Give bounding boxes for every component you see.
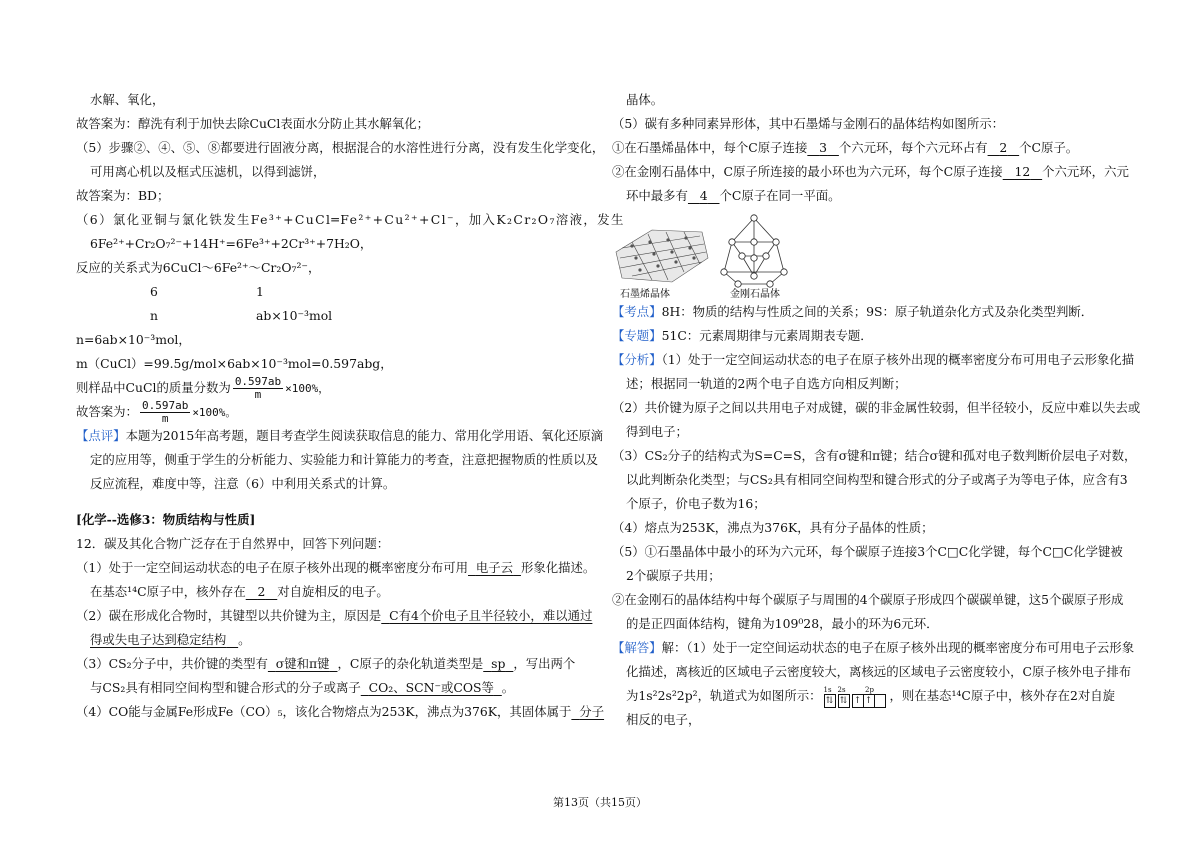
answer-line: 相反的电子， — [626, 712, 701, 727]
answer-blank — [361, 680, 502, 695]
analysis-line: （5）①石墨晶体中最小的环为六元环，每个碳原子连接3个C□C化学键，每个C□C化学键被 — [612, 544, 1123, 559]
analysis-line: （2）共价键为原子之间以共用电子对成键，碳的非金属性较弱，但半径较小，反应中难以失去或 — [612, 400, 1141, 415]
answer-line — [612, 636, 1135, 660]
text-line: 反应的关系式为6CuCl～6Fe²⁺～Cr₂O₇²⁻， — [76, 260, 321, 275]
relation-value: 6 — [150, 284, 158, 299]
answer-blank — [90, 632, 238, 647]
text-span: （4）CO能与金属Fe形成Fe（CO）₅，该化合物熔点为253K，沸点为376K，其固体属于 — [76, 704, 572, 719]
text-span: （1）处于一定空间运动状态的电子在原子核外出现的概率密度分布可用 — [76, 560, 468, 575]
text-span: 51C：元素周期律与元素周期表专题． — [661, 328, 873, 343]
text-span: ，则在基态¹⁴C原子中，核外存在2对自旋 — [889, 688, 1116, 703]
answer-text: 3 — [819, 140, 828, 155]
answer-blank — [381, 608, 592, 623]
answer-blank — [483, 656, 513, 671]
analysis-line — [612, 300, 1124, 324]
text-line: n=6ab×10⁻³mol， — [76, 332, 191, 347]
text-span: 个六元环，每个六元环占有 — [838, 140, 988, 155]
analysis-line: 个原子，价电子数为16； — [626, 496, 766, 511]
analysis-line: ②在金刚石的晶体结构中每个碳原子与周围的4个碳原子形成四个碳碳单键，这5个碳原子形成 — [612, 592, 1124, 607]
text-span: ×100%， — [285, 382, 330, 395]
question-line — [612, 184, 1124, 208]
text-line: m（CuCl）=99.5g/mol×6ab×10⁻³mol=0.597abg， — [76, 356, 393, 371]
answer-blank — [807, 140, 839, 155]
question-line — [76, 604, 593, 628]
text-span: ×100%。 — [192, 406, 237, 419]
answer-line — [612, 684, 1124, 708]
answer-text: C有4个价电子且半径较小，难以通过 — [389, 608, 593, 623]
text-span: 对自旋相反的电子。 — [277, 584, 389, 599]
text-span: 8H：物质的结构与性质之间的关系；9S：原子轨道杂化方式及杂化类型判断． — [661, 304, 1094, 319]
fig2-caption: 金刚石晶体 — [730, 289, 780, 300]
analysis-line: 的是正四面体结构，键角为109⁰28，最小的环为6元环． — [626, 616, 939, 631]
relation-row — [76, 280, 588, 304]
crystal-structure-illustration — [612, 212, 812, 300]
analysis-line — [612, 324, 1124, 348]
fraction-line — [76, 376, 588, 400]
orbital-label: 2p — [865, 685, 874, 694]
fig1-caption: 石墨烯晶体 — [620, 289, 670, 300]
question-line — [76, 556, 596, 580]
question-line: （5）碳有多种同素异形体，其中石墨烯与金刚石的晶体结构如图所示： — [612, 116, 1004, 131]
text-line: 反应流程，难度中等，注意（6）中利用关系式的计算。 — [90, 476, 396, 491]
text-span: （1）处于一定空间运动状态的电子在原子核外出现的概率密度分布可用电子云形象化描 — [661, 352, 1135, 367]
text-line: （5）步骤②、④、⑤、⑧都要进行固液分离，根据混合的水溶性进行分离，没有发生化学变化， — [76, 140, 605, 155]
text-line: （6）氯化亚铜与氯化铁发生Fe³⁺+CuCl═Fe²⁺+Cu²⁺+Cl⁻，加入K₂Cr₂O₇溶液，发生 — [76, 212, 625, 227]
answer-blank — [988, 140, 1020, 155]
answer-text: 得或失电子达到稳定结构 — [90, 632, 227, 647]
review-line — [76, 424, 604, 448]
answer-blank — [268, 656, 338, 671]
analysis-line: 2个碳原子共用； — [626, 568, 721, 583]
orbital-box: ⇅ — [838, 694, 850, 708]
orbital-box: ⇅ — [824, 694, 836, 708]
question-line — [612, 136, 1124, 160]
question-title: 12．碳及其化合物广泛存在于自然界中，回答下列问题： — [76, 536, 390, 551]
answer-text: 电子云 — [475, 560, 514, 575]
analysis-line: 述；根据同一轨道的2两个电子自选方向相反判断； — [626, 376, 907, 391]
answer-line: 化描述，离核近的区域电子云密度较大，离核远的区域电子云密度较小，C原子核外电子排布 — [626, 664, 1132, 679]
answer-blank — [468, 560, 521, 575]
text-span: （2）碳在形成化合物时，其键型以共价键为主，原因是 — [76, 608, 382, 623]
fenxi-tag: 【分析】 — [612, 352, 662, 367]
text-span: 。 — [238, 632, 251, 647]
text-span: 故答案为： — [76, 404, 138, 419]
fraction-denominator: m — [254, 388, 262, 401]
text-span: 则样品中CuCl的质量分数为 — [76, 380, 231, 395]
text-span: 个C原子在同一平面。 — [719, 188, 841, 203]
text-span: ②在金刚石晶体中，C原子所连接的最小环也为六元环，每个C原子连接 — [612, 164, 1003, 179]
orbital-box: ↑ — [863, 694, 874, 708]
answer-text: σ键和π键 — [275, 656, 330, 671]
graphene-lattice-image — [616, 230, 708, 282]
answer-text: 12 — [1014, 164, 1031, 179]
text-span: 晶体。 — [626, 92, 664, 107]
answer-text: 2 — [257, 584, 266, 599]
answer-text: 分子 — [579, 704, 605, 719]
zhuanti-tag: 【专题】 — [612, 328, 662, 343]
question-line — [612, 160, 1129, 184]
kaodian-tag: 【考点】 — [612, 304, 662, 319]
text-line: 故答案为：醇洗有利于加快去除CuCl表面水分防止其水解氧化； — [76, 116, 430, 131]
text-line: 定的应用等，侧重于学生的分析能力、实验能力和计算能力的考查，注意把握物质的性质以及 — [90, 452, 599, 467]
analysis-line: 得到电子； — [626, 424, 688, 439]
text-span: 形象化描述。 — [520, 560, 596, 575]
text-span: 环中最多有 — [626, 188, 688, 203]
question-line — [76, 628, 588, 652]
fraction-numerator: 0.597ab — [141, 399, 189, 412]
answer-blank — [688, 188, 720, 203]
text-line: 水解、氧化， — [90, 92, 165, 107]
answer-blank — [1003, 164, 1042, 179]
analysis-line: （4）熔点为253K，沸点为376K，具有分子晶体的性质； — [612, 520, 934, 535]
fraction-numerator: 0.597ab — [234, 375, 282, 388]
analysis-line — [612, 348, 1135, 372]
text-span: 在基态¹⁴C原子中，核外存在 — [90, 584, 246, 599]
analysis-line: （3）CS₂分子的结构式为S=C=S，含有σ键和π键；结合σ键和孤对电子数判断价层电子对数， — [612, 448, 1137, 463]
analysis-line: 以此判断杂化类型；与CS₂具有相同空间构型和键合形式的分子或离子为等电子体，应含有3 — [626, 472, 1128, 487]
text-line: 故答案为：BD； — [76, 188, 170, 203]
right-column — [612, 88, 1141, 732]
diamond-lattice-image — [721, 215, 787, 287]
text-span: 本题为2015年高考题，题目考查学生阅读获取信息的能力、常用化学用语、氧化还原滴 — [125, 428, 604, 443]
question-line — [76, 676, 588, 700]
text-span: 。 — [501, 680, 515, 695]
crystal-figures — [612, 212, 1124, 300]
relation-value: 1 — [256, 284, 264, 299]
left-column — [76, 88, 625, 724]
answer-blank — [246, 584, 278, 599]
fraction-denominator: m — [161, 412, 169, 425]
fraction — [140, 400, 190, 425]
orbital-box — [874, 694, 886, 708]
relation-row — [76, 304, 588, 328]
section-heading: [化学--选修3：物质结构与性质] — [76, 512, 256, 527]
answer-text: sp — [491, 656, 506, 671]
text-line: 可用离心机以及框式压滤机，以得到滤饼， — [90, 164, 326, 179]
text-span: 个六元环，六元 — [1042, 164, 1129, 179]
answer-text: CO₂、SCN⁻或COS等 — [368, 680, 494, 695]
fraction — [233, 376, 283, 401]
relation-value: n — [150, 308, 158, 323]
orbital-label: 2s — [837, 685, 846, 694]
text-span: ，写出两个 — [513, 656, 576, 671]
jieda-tag: 【解答】 — [612, 640, 662, 655]
orbital-box: ↑ — [852, 694, 863, 708]
relation-value: ab×10⁻³mol — [256, 308, 333, 323]
page-footer: 第13页（共15页） — [553, 796, 647, 809]
text-span: 为1s²2s²2p²，轨道式为如图所示： — [626, 688, 822, 703]
answer-text: 2 — [999, 140, 1008, 155]
review-tag: 【点评】 — [76, 428, 126, 443]
orbital-diagram — [824, 686, 888, 708]
answer-text: 4 — [699, 188, 708, 203]
text-span: ，C原子的杂化轨道类型是 — [337, 656, 484, 671]
text-span: 个C原子。 — [1019, 140, 1079, 155]
question-line — [76, 700, 605, 724]
text-span: 解：（1）处于一定空间运动状态的电子在原子核外出现的概率密度分布可用电子云形象 — [661, 640, 1135, 655]
text-span: 与CS₂具有相同空间构型和键合形式的分子或离子 — [90, 680, 361, 695]
question-line — [76, 580, 588, 604]
orbital-label: 1s — [823, 685, 832, 694]
fraction-line — [76, 400, 588, 424]
question-line — [612, 88, 1124, 112]
question-line — [76, 652, 588, 676]
answer-blank — [571, 704, 604, 719]
text-span: （3）CS₂分子中，共价键的类型有 — [76, 656, 268, 671]
text-span: ①在石墨烯晶体中，每个C原子连接 — [612, 140, 808, 155]
text-line: 6Fe²⁺+Cr₂O₇²⁻+14H⁺=6Fe³⁺+2Cr³⁺+7H₂O， — [90, 236, 373, 251]
